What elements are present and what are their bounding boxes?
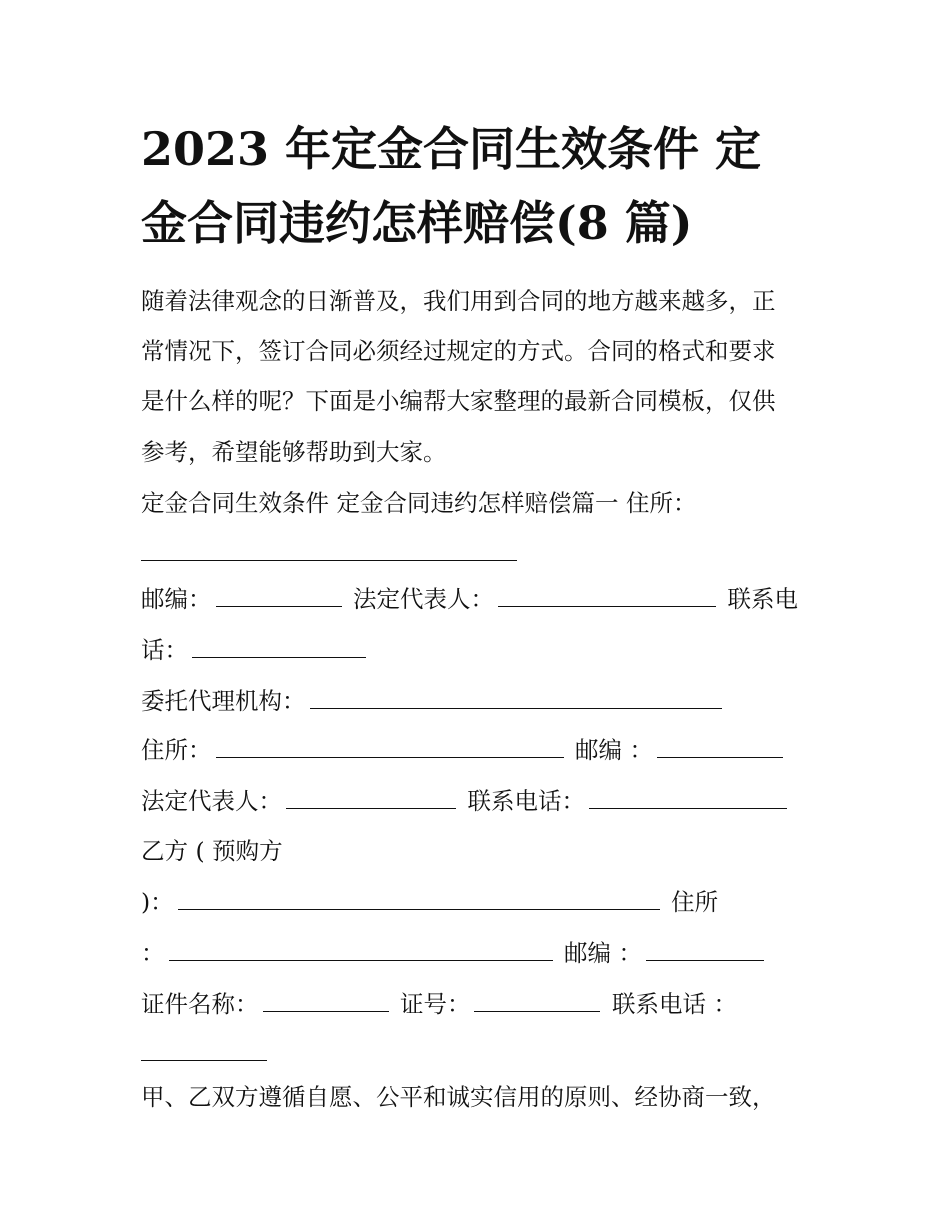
party-b-postcode-label: 邮编 ： bbox=[563, 939, 642, 967]
intro-line-3: 是什么样的呢？下面是小编帮大家整理的最新合同模板，仅供 bbox=[141, 387, 776, 415]
agency-rep-line bbox=[141, 786, 791, 816]
intro-line-1: 随着法律观念的日渐普及，我们用到合同的地方越来越多，正 bbox=[141, 287, 776, 315]
party-b-address-line bbox=[141, 938, 768, 968]
agency-address-line bbox=[141, 735, 787, 765]
party-a-phone-line bbox=[141, 635, 370, 665]
id-name-blank bbox=[263, 989, 389, 1012]
intro-line-2: 常情况下，签订合同必须经过规定的方式。合同的格式和要求 bbox=[141, 337, 776, 365]
legal-rep-blank bbox=[498, 584, 716, 607]
agency-address-blank bbox=[216, 735, 564, 758]
party-b-address-blank bbox=[169, 938, 553, 961]
agency-label: 委托代理机构： bbox=[141, 687, 306, 715]
agency-phone-label: 联系电话： bbox=[467, 787, 585, 815]
id-name-label: 证件名称： bbox=[141, 990, 259, 1018]
party-b-phone-label: 联系电话 ： bbox=[611, 990, 737, 1018]
document-title bbox=[141, 112, 813, 260]
agency-postcode-blank bbox=[657, 735, 783, 758]
agency-legal-rep-label: 法定代表人： bbox=[141, 787, 282, 815]
party-b-line: 乙方 ( 预购方 bbox=[141, 837, 283, 865]
address-blank bbox=[141, 538, 517, 561]
party-b-name-line bbox=[141, 887, 718, 917]
contact-phone-label-prefix: 联系电 bbox=[727, 585, 798, 613]
agency-phone-blank bbox=[589, 786, 787, 809]
section-heading: 定金合同生效条件 定金合同违约怎样赔偿篇一 住所： bbox=[141, 489, 697, 517]
agency-line bbox=[141, 686, 726, 716]
party-b-close-label: )： bbox=[141, 888, 174, 916]
agency-legal-rep-blank bbox=[286, 786, 456, 809]
postcode-label: 邮编： bbox=[141, 585, 212, 613]
agency-postcode-label: 邮编 ： bbox=[574, 736, 653, 764]
contact-phone-label-suffix: 话： bbox=[141, 636, 188, 664]
title-line-2: 金合同违约怎样赔偿(8 篇) bbox=[141, 196, 693, 250]
party-b-phone-blank bbox=[141, 1038, 267, 1061]
agency-address-label: 住所： bbox=[141, 736, 212, 764]
contact-phone-blank bbox=[192, 635, 366, 658]
title-line-1: 2023 年定金合同生效条件 定 bbox=[141, 122, 762, 176]
postcode-blank bbox=[216, 584, 342, 607]
agency-blank bbox=[310, 686, 722, 709]
address-blank-line bbox=[141, 538, 521, 568]
closing-line: 甲、乙双方遵循自愿、公平和诚实信用的原则、经协商一致， bbox=[141, 1083, 776, 1111]
party-b-address-label: 住所 bbox=[671, 888, 719, 916]
party-b-name-blank bbox=[178, 887, 660, 910]
party-b-id-line bbox=[141, 989, 737, 1019]
id-number-blank bbox=[474, 989, 600, 1012]
party-b-address-colon: ： bbox=[141, 939, 165, 967]
party-b-postcode-blank bbox=[646, 938, 764, 961]
party-b-phone-blank-line bbox=[141, 1038, 271, 1068]
id-number-label: 证号： bbox=[399, 990, 471, 1018]
legal-rep-label: 法定代表人： bbox=[352, 585, 494, 613]
party-a-contact-line bbox=[141, 584, 798, 614]
intro-line-4: 参考，希望能够帮助到大家。 bbox=[141, 438, 447, 466]
